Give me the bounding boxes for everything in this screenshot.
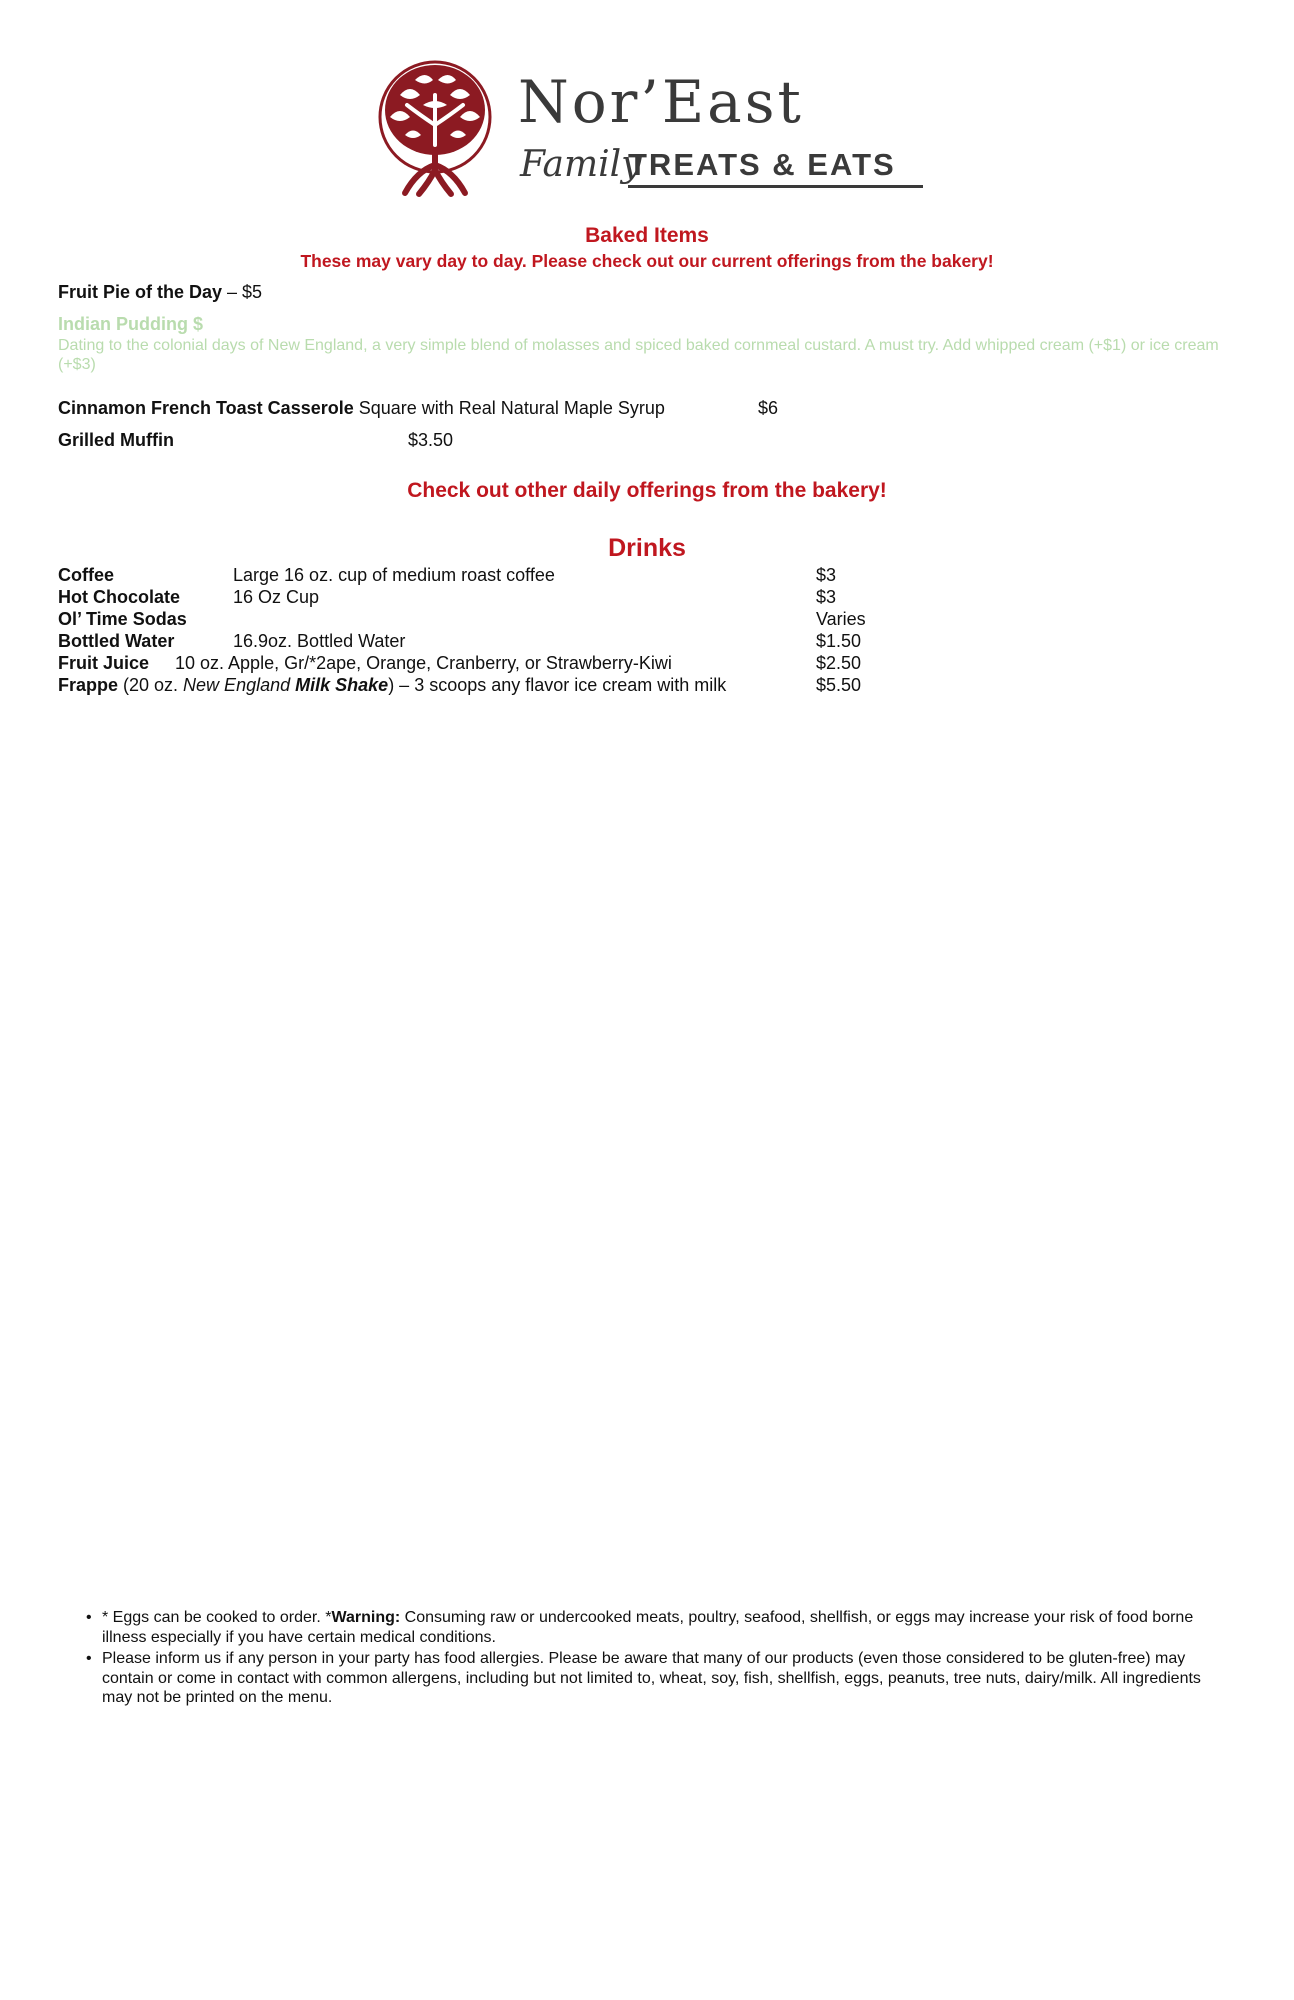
menu-notes <box>82 1608 1232 1710</box>
grilled-muffin-price: $3.50 <box>408 430 454 450</box>
baked-items-heading: Baked Items <box>585 224 709 247</box>
bakery-offerings-note: Check out other daily offerings from the bakery! <box>407 479 887 502</box>
brand-underline <box>628 185 923 188</box>
indian-pudding-description: Dating to the colonial days of New England, a very simple blend of molasses and spiced baked cornmeal custard. A must try. Add whipped cream (+$1) or ice cream (+$3) <box>58 337 1219 374</box>
grilled-muffin-name: Grilled Muffin <box>58 430 174 450</box>
drink-name: Ol’ Time Sodas <box>58 609 187 629</box>
tree-of-life-icon <box>360 55 510 205</box>
drinks-heading: Drinks <box>608 534 686 562</box>
bullet: • <box>86 1609 92 1626</box>
brand-tagline: TREATS & EATS <box>628 147 896 182</box>
egg-note-text: * Eggs can be cooked to order. * <box>102 1609 332 1626</box>
drink-price: $1.50 <box>816 631 862 651</box>
egg-warning-note <box>82 1608 1232 1647</box>
drink-description: 16.9oz. Bottled Water <box>233 631 406 651</box>
brand-logo <box>360 55 930 205</box>
fruit-pie-price: – $5 <box>222 282 263 302</box>
frappe-region: New England <box>183 675 291 695</box>
drink-name: Hot Chocolate <box>58 587 181 607</box>
bullet: • <box>86 1650 92 1668</box>
warning-label: Warning: <box>331 1609 401 1626</box>
warning-text: Consuming raw or undercooked meats, poultry, seafood, shellfish, or eggs may increase your risk of food borne illness especially if you have certain medical conditions. <box>102 1609 1194 1646</box>
brand-family: Family <box>520 144 642 185</box>
brand-name: Nor’East <box>518 68 804 136</box>
allergy-text: Please inform us if any person in your party has food allergies. Please be aware that many of our products (even those considered to be gluten-free) may contain or come in contact with common allergens, including but not limited to, wheat, soy, fish, shellfish, eggs, peanuts, tree nuts, dairy/milk. All ingredients may not be printed on the menu. <box>102 1650 1201 1707</box>
frappe-row <box>58 675 726 697</box>
frappe-description: ) – 3 scoops any flavor ice cream with milk <box>388 675 727 695</box>
fruit-juice-price: $2.50 <box>816 653 862 673</box>
fruit-juice-name: Fruit Juice <box>58 653 150 673</box>
allergy-note <box>82 1649 1232 1708</box>
frappe-shake: Milk Shake <box>295 675 389 695</box>
drink-price: $3 <box>816 565 837 585</box>
indian-pudding-name: Indian Pudding $ <box>58 314 203 334</box>
cinnamon-row <box>58 398 665 420</box>
drink-description: 16 Oz Cup <box>233 587 320 607</box>
drink-name: Bottled Water <box>58 631 175 651</box>
drink-price: Varies <box>816 609 866 629</box>
frappe-size: (20 oz. <box>118 675 184 695</box>
fruit-juice-description: 10 oz. Apple, Gr/*2ape, Orange, Cranberry, or Strawberry-Kiwi <box>175 653 672 673</box>
drink-description: Large 16 oz. cup of medium roast coffee <box>233 565 555 585</box>
drink-name: Coffee <box>58 565 115 585</box>
fruit-pie-row <box>58 282 262 304</box>
drink-price: $3 <box>816 587 837 607</box>
baked-items-subtitle: These may vary day to day. Please check out our current offerings from the bakery! <box>300 251 994 271</box>
fruit-pie-name: Fruit Pie of the Day <box>58 282 223 302</box>
frappe-price: $5.50 <box>816 675 862 695</box>
cinnamon-price: $6 <box>758 398 779 418</box>
frappe-name: Frappe <box>58 675 119 695</box>
cinnamon-name: Cinnamon French Toast Casserole <box>58 398 354 418</box>
cinnamon-description: Square with Real Natural Maple Syrup <box>353 398 665 418</box>
